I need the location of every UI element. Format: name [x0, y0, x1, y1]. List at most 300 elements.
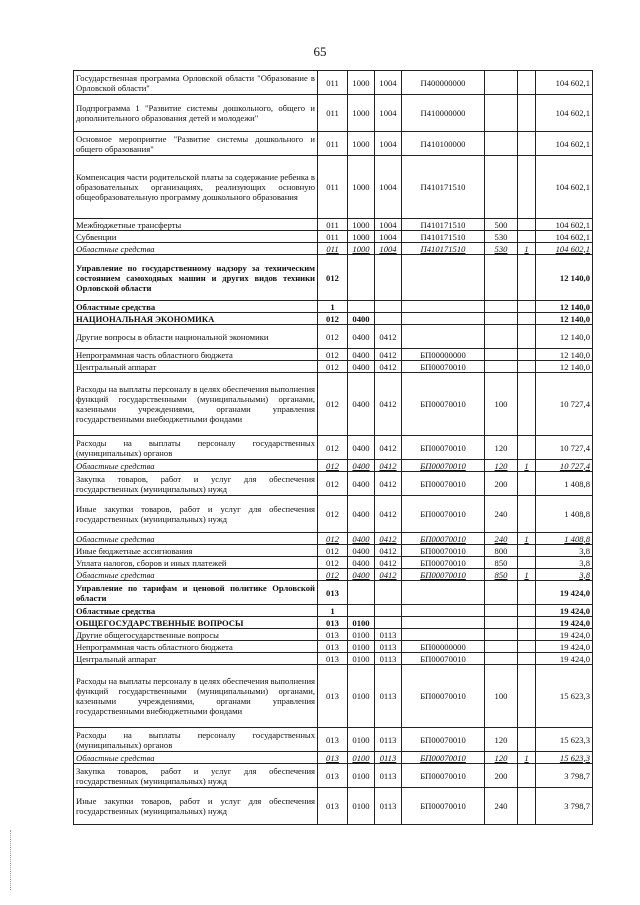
table-row: [74, 545, 593, 557]
table-row: [74, 764, 593, 788]
row-subsection-code: 0412: [375, 569, 402, 581]
row-name: Другие вопросы в области национальной экономики: [74, 325, 318, 349]
row-target-article-code: [402, 617, 485, 629]
row-target-article-code: БП00070010: [402, 436, 485, 460]
row-expense-type-code: 800: [485, 545, 518, 557]
row-subsection-code: [375, 301, 402, 313]
row-target-article-code: [402, 301, 485, 313]
row-grbs-code: 013: [318, 665, 348, 728]
table-row: [74, 641, 593, 653]
row-grbs-code: 012: [318, 496, 348, 533]
row-grbs-code: 013: [318, 653, 348, 665]
table-row: [74, 653, 593, 665]
row-amount: 12 140,0: [536, 361, 593, 373]
row-expense-type-code: 850: [485, 569, 518, 581]
row-section-code: 0400: [348, 533, 375, 545]
row-expense-type-code: [485, 255, 518, 301]
row-target-article-code: [402, 581, 485, 605]
row-amount: 10 727,4: [536, 460, 593, 472]
table-row: [74, 472, 593, 496]
row-grbs-code: 012: [318, 361, 348, 373]
row-source-code: [518, 665, 536, 728]
row-section-code: 0100: [348, 788, 375, 825]
row-section-code: 0100: [348, 629, 375, 641]
table-row: [74, 581, 593, 605]
row-section-code: 0400: [348, 472, 375, 496]
row-target-article-code: БП00070010: [402, 665, 485, 728]
row-target-article-code: [402, 629, 485, 641]
row-amount: 104 602,1: [536, 71, 593, 95]
row-section-code: 0400: [348, 496, 375, 533]
row-grbs-code: 012: [318, 313, 348, 325]
table-row: [74, 569, 593, 581]
row-name: Государственная программа Орловской области "Образование в Орловской области": [74, 71, 318, 95]
row-subsection-code: 0113: [375, 641, 402, 653]
row-target-article-code: П410171510: [402, 219, 485, 231]
row-grbs-code: 012: [318, 373, 348, 436]
row-expense-type-code: 120: [485, 460, 518, 472]
row-amount: 3,8: [536, 545, 593, 557]
row-section-code: [348, 255, 375, 301]
row-grbs-code: 011: [318, 156, 348, 219]
row-grbs-code: 011: [318, 71, 348, 95]
row-subsection-code: 0412: [375, 460, 402, 472]
row-name: Непрограммная часть областного бюджета: [74, 641, 318, 653]
row-amount: 19 424,0: [536, 641, 593, 653]
row-section-code: 0400: [348, 361, 375, 373]
row-target-article-code: [402, 255, 485, 301]
row-subsection-code: 0412: [375, 472, 402, 496]
row-expense-type-code: [485, 349, 518, 361]
row-name: Управление по государственному надзору за техническим состоянием самоходных машин и других видов техники Орловской области: [74, 255, 318, 301]
row-target-article-code: П410171510: [402, 156, 485, 219]
row-name: Областные средства: [74, 460, 318, 472]
table-row: [74, 533, 593, 545]
row-section-code: 0400: [348, 460, 375, 472]
row-section-code: 0400: [348, 325, 375, 349]
row-subsection-code: 1004: [375, 71, 402, 95]
row-source-code: [518, 301, 536, 313]
table-row: [74, 373, 593, 436]
row-source-code: [518, 255, 536, 301]
row-expense-type-code: 120: [485, 436, 518, 460]
row-expense-type-code: 500: [485, 219, 518, 231]
row-name: Управление по тарифам и ценовой политике Орловской области: [74, 581, 318, 605]
row-section-code: 0100: [348, 617, 375, 629]
row-section-code: 1000: [348, 231, 375, 243]
row-expense-type-code: 120: [485, 752, 518, 764]
row-expense-type-code: 240: [485, 496, 518, 533]
row-grbs-code: 011: [318, 243, 348, 255]
margin-dots: [10, 830, 17, 890]
row-amount: 3 798,7: [536, 788, 593, 825]
row-target-article-code: БП00070010: [402, 557, 485, 569]
row-source-code: [518, 557, 536, 569]
row-name: Закупка товаров, работ и услуг для обеспечения государственных (муниципальных) нужд: [74, 472, 318, 496]
row-expense-type-code: 200: [485, 764, 518, 788]
row-section-code: 1000: [348, 243, 375, 255]
table-row: [74, 728, 593, 752]
row-amount: 15 623,3: [536, 752, 593, 764]
row-amount: 19 424,0: [536, 617, 593, 629]
row-source-code: [518, 472, 536, 496]
row-name: Центральный аппарат: [74, 361, 318, 373]
row-name: Основное мероприятие "Развитие системы дошкольного и общего образования": [74, 132, 318, 156]
row-section-code: 0400: [348, 557, 375, 569]
row-source-code: [518, 313, 536, 325]
table-row: [74, 617, 593, 629]
row-subsection-code: 0412: [375, 373, 402, 436]
row-amount: 12 140,0: [536, 325, 593, 349]
row-source-code: [518, 436, 536, 460]
table-row: [74, 313, 593, 325]
table-row: [74, 436, 593, 460]
row-section-code: 0400: [348, 373, 375, 436]
row-target-article-code: БП00070010: [402, 653, 485, 665]
row-amount: 1 408,8: [536, 533, 593, 545]
row-target-article-code: [402, 325, 485, 349]
row-subsection-code: 0412: [375, 557, 402, 569]
row-name: Субвенции: [74, 231, 318, 243]
row-expense-type-code: 120: [485, 728, 518, 752]
row-expense-type-code: [485, 156, 518, 219]
row-subsection-code: [375, 255, 402, 301]
row-expense-type-code: [485, 605, 518, 617]
row-target-article-code: БП00070010: [402, 728, 485, 752]
row-amount: 15 623,3: [536, 665, 593, 728]
row-name: ОБЩЕГОСУДАРСТВЕННЫЕ ВОПРОСЫ: [74, 617, 318, 629]
table-row: [74, 301, 593, 313]
row-subsection-code: 0113: [375, 728, 402, 752]
row-source-code: [518, 764, 536, 788]
row-source-code: [518, 581, 536, 605]
row-source-code: [518, 219, 536, 231]
row-target-article-code: БП00070010: [402, 533, 485, 545]
row-source-code: [518, 349, 536, 361]
row-section-code: 0400: [348, 436, 375, 460]
row-source-code: [518, 605, 536, 617]
row-name: Подпрограмма 1 "Развитие системы дошкольного, общего и дополнительного образования детей и молодежи": [74, 95, 318, 132]
row-subsection-code: 1004: [375, 132, 402, 156]
row-target-article-code: П410100000: [402, 132, 485, 156]
row-expense-type-code: 200: [485, 472, 518, 496]
row-expense-type-code: 850: [485, 557, 518, 569]
row-source-code: [518, 728, 536, 752]
row-name: Закупка товаров, работ и услуг для обеспечения государственных (муниципальных) нужд: [74, 764, 318, 788]
row-subsection-code: 0412: [375, 361, 402, 373]
row-name: Компенсация части родительской платы за содержание ребенка в образовательных организациях, реализующих основную общеобразовательную программу дошкольного образования: [74, 156, 318, 219]
row-subsection-code: 0113: [375, 629, 402, 641]
row-source-code: [518, 71, 536, 95]
row-name: Иные бюджетные ассигнования: [74, 545, 318, 557]
row-target-article-code: П410171510: [402, 231, 485, 243]
row-grbs-code: 013: [318, 728, 348, 752]
row-grbs-code: 1: [318, 605, 348, 617]
row-subsection-code: 1004: [375, 219, 402, 231]
row-grbs-code: 013: [318, 641, 348, 653]
row-name: Областные средства: [74, 569, 318, 581]
row-amount: 3 798,7: [536, 764, 593, 788]
table-row: [74, 752, 593, 764]
row-amount: 104 602,1: [536, 132, 593, 156]
row-name: Центральный аппарат: [74, 653, 318, 665]
row-grbs-code: 012: [318, 569, 348, 581]
row-subsection-code: 1004: [375, 243, 402, 255]
row-source-code: 1: [518, 569, 536, 581]
row-section-code: 1000: [348, 71, 375, 95]
row-target-article-code: П400000000: [402, 71, 485, 95]
row-target-article-code: [402, 605, 485, 617]
row-grbs-code: 012: [318, 460, 348, 472]
row-amount: 19 424,0: [536, 629, 593, 641]
row-source-code: [518, 653, 536, 665]
row-source-code: 1: [518, 460, 536, 472]
row-subsection-code: 0412: [375, 533, 402, 545]
row-section-code: 0100: [348, 752, 375, 764]
row-section-code: 0400: [348, 349, 375, 361]
row-name: Иные закупки товаров, работ и услуг для обеспечения государственных (муниципальных) нужд: [74, 496, 318, 533]
row-amount: 15 623,3: [536, 728, 593, 752]
row-expense-type-code: 530: [485, 231, 518, 243]
row-subsection-code: 0113: [375, 653, 402, 665]
row-source-code: [518, 361, 536, 373]
row-source-code: [518, 325, 536, 349]
row-grbs-code: 012: [318, 325, 348, 349]
row-target-article-code: БП00000000: [402, 349, 485, 361]
row-amount: 12 140,0: [536, 313, 593, 325]
row-expense-type-code: [485, 361, 518, 373]
row-target-article-code: БП00070010: [402, 496, 485, 533]
row-grbs-code: 012: [318, 545, 348, 557]
row-amount: 12 140,0: [536, 255, 593, 301]
row-name: Областные средства: [74, 752, 318, 764]
row-subsection-code: 0412: [375, 545, 402, 557]
row-amount: 1 408,8: [536, 472, 593, 496]
row-subsection-code: 1004: [375, 95, 402, 132]
row-section-code: [348, 605, 375, 617]
row-subsection-code: 0412: [375, 436, 402, 460]
row-source-code: [518, 545, 536, 557]
row-source-code: [518, 496, 536, 533]
row-target-article-code: БП00070010: [402, 569, 485, 581]
row-source-code: [518, 641, 536, 653]
row-target-article-code: П410000000: [402, 95, 485, 132]
row-expense-type-code: 240: [485, 533, 518, 545]
row-grbs-code: 013: [318, 617, 348, 629]
row-target-article-code: БП00070010: [402, 752, 485, 764]
row-source-code: [518, 95, 536, 132]
row-section-code: 0400: [348, 569, 375, 581]
row-grbs-code: 012: [318, 255, 348, 301]
row-subsection-code: 0412: [375, 349, 402, 361]
row-grbs-code: 011: [318, 95, 348, 132]
row-source-code: [518, 231, 536, 243]
row-subsection-code: 0113: [375, 788, 402, 825]
row-expense-type-code: [485, 95, 518, 132]
row-source-code: [518, 156, 536, 219]
row-name: НАЦИОНАЛЬНАЯ ЭКОНОМИКА: [74, 313, 318, 325]
row-name: Межбюджетные трансферты: [74, 219, 318, 231]
table-row: [74, 243, 593, 255]
table-row: [74, 629, 593, 641]
table-row: [74, 231, 593, 243]
row-section-code: 0400: [348, 545, 375, 557]
row-expense-type-code: 240: [485, 788, 518, 825]
row-name: Расходы на выплаты персоналу государственных (муниципальных) органов: [74, 728, 318, 752]
budget-rows: [74, 71, 593, 825]
row-section-code: 1000: [348, 95, 375, 132]
row-section-code: [348, 581, 375, 605]
row-amount: 104 602,1: [536, 243, 593, 255]
row-section-code: 0400: [348, 313, 375, 325]
row-amount: 104 602,1: [536, 219, 593, 231]
row-subsection-code: 0113: [375, 665, 402, 728]
table-row: [74, 255, 593, 301]
row-subsection-code: 0113: [375, 752, 402, 764]
row-subsection-code: [375, 581, 402, 605]
row-target-article-code: БП00070010: [402, 460, 485, 472]
row-subsection-code: 1004: [375, 156, 402, 219]
row-amount: 19 424,0: [536, 605, 593, 617]
row-amount: 19 424,0: [536, 653, 593, 665]
row-target-article-code: БП00000000: [402, 641, 485, 653]
table-row: [74, 361, 593, 373]
table-row: [74, 605, 593, 617]
row-grbs-code: 013: [318, 629, 348, 641]
row-expense-type-code: [485, 629, 518, 641]
row-source-code: [518, 788, 536, 825]
row-grbs-code: 011: [318, 132, 348, 156]
row-expense-type-code: [485, 132, 518, 156]
row-source-code: [518, 629, 536, 641]
row-expense-type-code: [485, 313, 518, 325]
row-subsection-code: 0412: [375, 496, 402, 533]
row-source-code: [518, 373, 536, 436]
row-amount: 3,8: [536, 569, 593, 581]
page-number: 65: [313, 44, 327, 59]
row-source-code: [518, 617, 536, 629]
row-expense-type-code: [485, 641, 518, 653]
table-row: [74, 95, 593, 132]
row-section-code: 0100: [348, 764, 375, 788]
row-amount: 104 602,1: [536, 231, 593, 243]
row-amount: 12 140,0: [536, 349, 593, 361]
row-source-code: 1: [518, 243, 536, 255]
row-expense-type-code: [485, 653, 518, 665]
row-grbs-code: 013: [318, 788, 348, 825]
table-row: [74, 71, 593, 95]
row-name: Областные средства: [74, 243, 318, 255]
row-expense-type-code: [485, 325, 518, 349]
row-grbs-code: 011: [318, 219, 348, 231]
row-source-code: [518, 132, 536, 156]
row-target-article-code: БП00070010: [402, 373, 485, 436]
row-target-article-code: [402, 313, 485, 325]
row-subsection-code: [375, 605, 402, 617]
row-section-code: 0100: [348, 665, 375, 728]
table-row: [74, 325, 593, 349]
row-subsection-code: 1004: [375, 231, 402, 243]
row-name: Расходы на выплаты персоналу в целях обеспечения выполнения функций государственными (муниципальными) органами, казенными учреждениями, органами управления государственными внебюджетными фондами: [74, 373, 318, 436]
table-row: [74, 219, 593, 231]
row-grbs-code: 012: [318, 472, 348, 496]
row-expense-type-code: 530: [485, 243, 518, 255]
row-name: Областные средства: [74, 605, 318, 617]
row-expense-type-code: 100: [485, 665, 518, 728]
row-grbs-code: 012: [318, 557, 348, 569]
row-name: Расходы на выплаты персоналу в целях обеспечения выполнения функций государственными (муниципальными) органами, казенными учреждениями, органами управления государственными внебюджетными фондами: [74, 665, 318, 728]
row-target-article-code: П410171510: [402, 243, 485, 255]
row-expense-type-code: [485, 71, 518, 95]
row-grbs-code: 012: [318, 436, 348, 460]
row-grbs-code: 013: [318, 764, 348, 788]
table-row: [74, 460, 593, 472]
row-expense-type-code: [485, 617, 518, 629]
row-name: Непрограммная часть областного бюджета: [74, 349, 318, 361]
row-section-code: 0100: [348, 641, 375, 653]
budget-table: [73, 70, 593, 825]
row-name: Расходы на выплаты персоналу государственных (муниципальных) органов: [74, 436, 318, 460]
row-name: Иные закупки товаров, работ и услуг для обеспечения государственных (муниципальных) нужд: [74, 788, 318, 825]
row-section-code: 0100: [348, 728, 375, 752]
row-grbs-code: 013: [318, 752, 348, 764]
row-name: Областные средства: [74, 301, 318, 313]
table-row: [74, 788, 593, 825]
row-expense-type-code: 100: [485, 373, 518, 436]
row-section-code: 0100: [348, 653, 375, 665]
row-subsection-code: 0412: [375, 325, 402, 349]
table-row: [74, 156, 593, 219]
row-amount: 104 602,1: [536, 95, 593, 132]
row-subsection-code: 0113: [375, 764, 402, 788]
table-row: [74, 557, 593, 569]
row-subsection-code: [375, 313, 402, 325]
table-row: [74, 496, 593, 533]
table-row: [74, 132, 593, 156]
row-target-article-code: БП00070010: [402, 545, 485, 557]
row-grbs-code: 1: [318, 301, 348, 313]
row-name: Уплата налогов, сборов и иных платежей: [74, 557, 318, 569]
row-section-code: [348, 301, 375, 313]
row-name: Другие общегосударственные вопросы: [74, 629, 318, 641]
row-target-article-code: БП00070010: [402, 788, 485, 825]
row-amount: 104 602,1: [536, 156, 593, 219]
row-target-article-code: БП00070010: [402, 764, 485, 788]
row-grbs-code: 013: [318, 581, 348, 605]
row-expense-type-code: [485, 581, 518, 605]
row-target-article-code: БП00070010: [402, 472, 485, 496]
row-amount: 12 140,0: [536, 301, 593, 313]
row-amount: 10 727,4: [536, 373, 593, 436]
row-amount: 19 424,0: [536, 581, 593, 605]
row-grbs-code: 011: [318, 231, 348, 243]
row-name: Областные средства: [74, 533, 318, 545]
row-source-code: 1: [518, 752, 536, 764]
row-source-code: 1: [518, 533, 536, 545]
row-section-code: 1000: [348, 219, 375, 231]
row-subsection-code: [375, 617, 402, 629]
table-row: [74, 665, 593, 728]
row-expense-type-code: [485, 301, 518, 313]
row-section-code: 1000: [348, 132, 375, 156]
row-grbs-code: 012: [318, 533, 348, 545]
row-grbs-code: 012: [318, 349, 348, 361]
row-amount: 1 408,8: [536, 496, 593, 533]
row-amount: 10 727,4: [536, 436, 593, 460]
row-section-code: 1000: [348, 156, 375, 219]
row-amount: 3,8: [536, 557, 593, 569]
table-row: [74, 349, 593, 361]
